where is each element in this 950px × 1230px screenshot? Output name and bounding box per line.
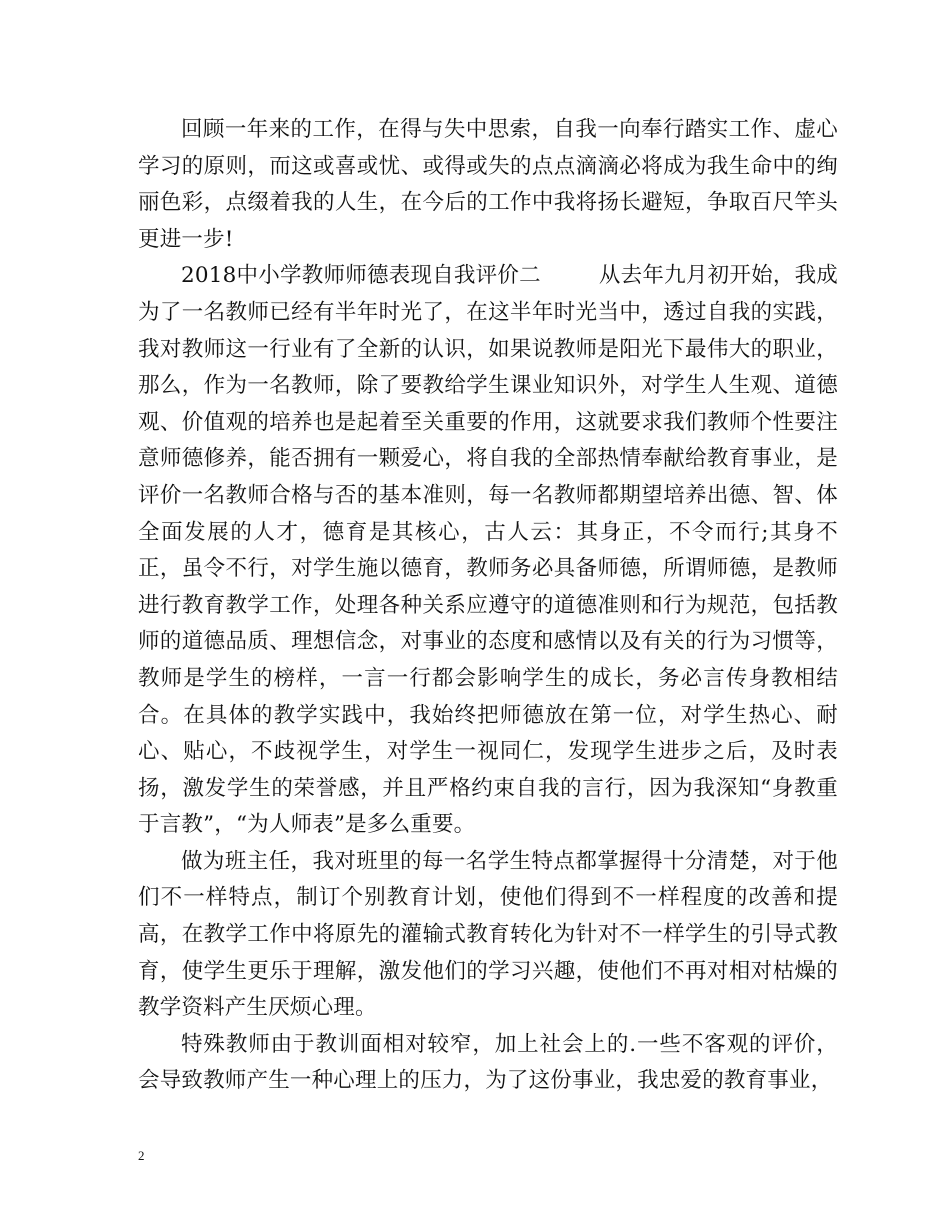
page-number: 2 xyxy=(138,1148,145,1163)
paragraph-self-evaluation xyxy=(138,258,838,844)
paragraph-reflection xyxy=(138,112,838,258)
paragraph-text: 特殊教师由于教训面相对较窄，加上社会上的.一些不客观的评价，会导致教师产生一种心理上的压力，为了这份事业，我忠爱的教育事业， xyxy=(138,1031,838,1094)
paragraph-special-teacher xyxy=(138,1027,838,1100)
document-body xyxy=(138,112,838,1100)
paragraph-text: 从去年九月初开始，我成为了一名教师已经有半年时光了，在这半年时光当中，透过自我的实践，我对教师这一行业有了全新的认识，如果说教师是阳光下最伟大的职业，那么，作为一名教师，除了要教给学生课业知识外，对学生人生观、道德观、价值观的培养也是起着至关重要的作用，这就要求我们教师个性要注意师德修养，能否拥有一颗爱心，将自我的全部热情奉献给教育事业，是评价一名教师合格与否的基本准则，每一名教师都期望培养出德、智、体全面发展的人才，德育是其核心，古人云：其身正，不令而行;其身不正，虽令不行，对学生施以德育，教师务必具备师德，所谓师德，是教师进行教育教学工作，处理各种关系应遵守的道德准则和行为规范，包括教师的道德品质、理想信念，对事业的态度和感情以及有关的行为习惯等，教师是学生的榜样，一言一行都会影响学生的成长，务必言传身教相结合。在具体的教学实践中，我始终把师德放在第一位，对学生热心、耐心、贴心，不歧视学生，对学生一视同仁，发现学生进步之后，及时表扬，激发学生的荣誉感，并且严格约束自我的言行，因为我深知“身教重于言教”，“为人师表”是多么重要。 xyxy=(138,263,839,838)
section-heading: 2018中小学教师师德表现自我评价二 xyxy=(181,263,541,289)
paragraph-text: 回顾一年来的工作，在得与失中思索，自我一向奉行踏实工作、虚心学习的原则，而这或喜或忧、或得或失的点点滴滴必将成为我生命中的绚丽色彩，点缀着我的人生，在今后的工作中我将扬长避短，争取百尺竿头更进一步! xyxy=(138,117,838,252)
paragraph-class-teacher xyxy=(138,844,838,1027)
paragraph-text: 做为班主任，我对班里的每一名学生特点都掌握得十分清楚，对于他们不一样特点，制订个别教育计划，使他们得到不一样程度的改善和提高，在教学工作中将原先的灌输式教育转化为针对不一样学生的引导式教育，使学生更乐于理解，激发他们的学习兴趣，使他们不再对相对枯燥的教学资料产生厌烦心理。 xyxy=(138,848,838,1021)
